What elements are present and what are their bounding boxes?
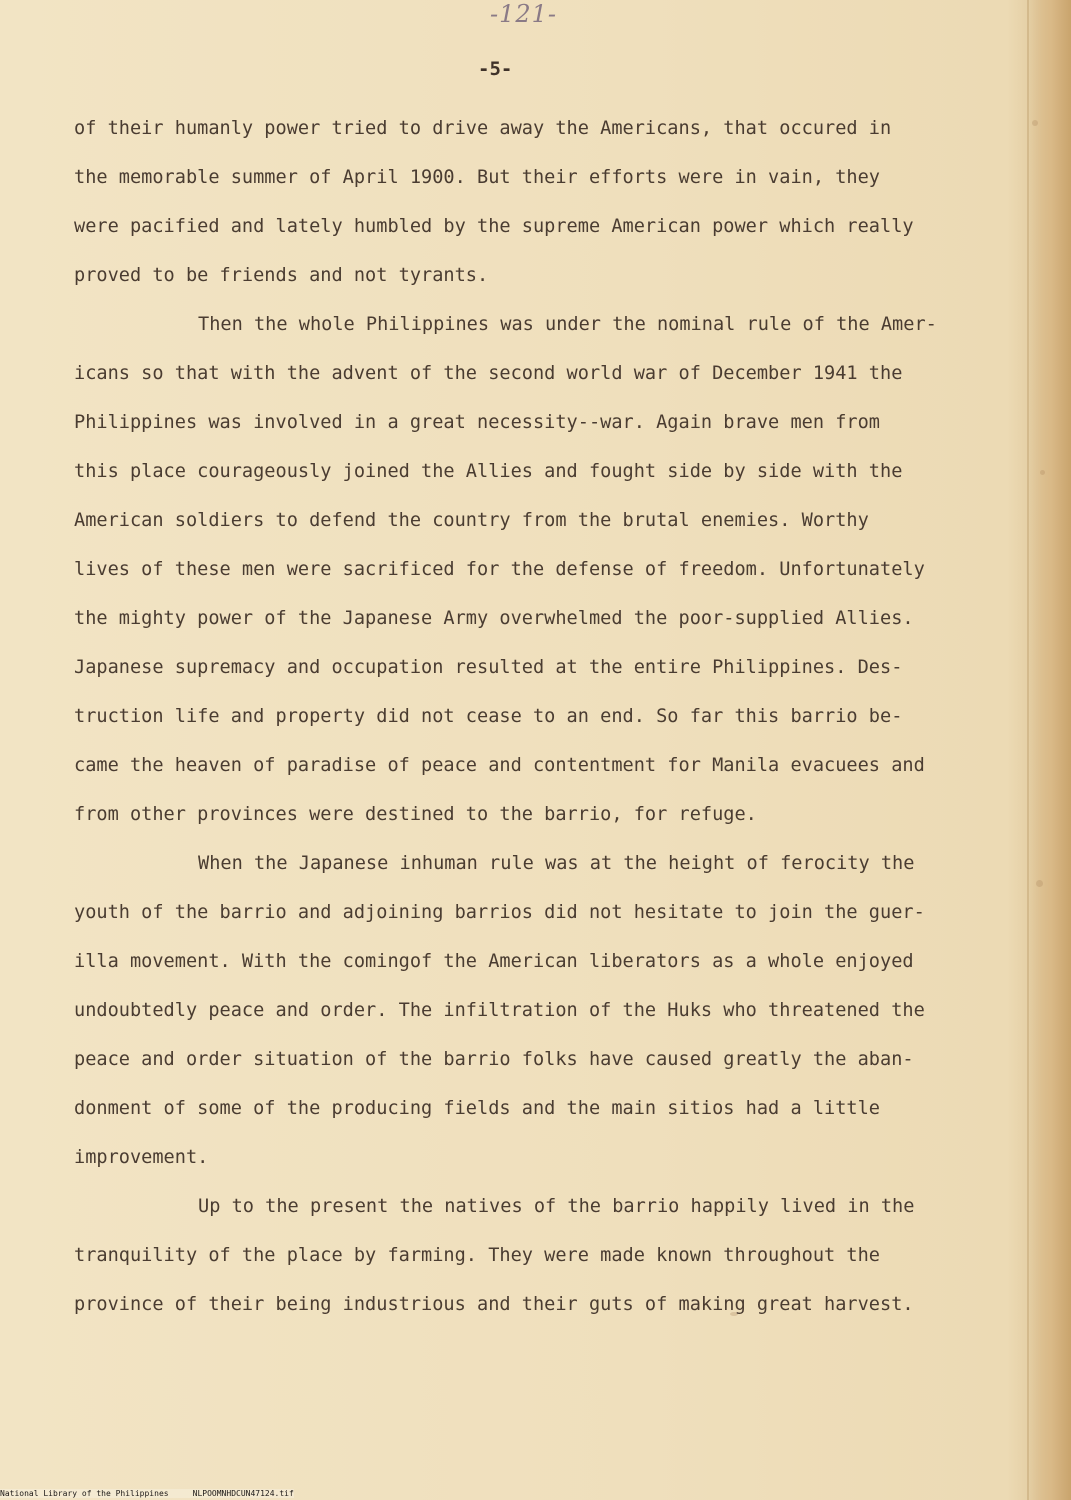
text-line: Philippines was involved in a great necessity--war. Again brave men from (74, 412, 880, 433)
paragraph-2 (74, 300, 1024, 839)
text-line: from other provinces were destined to the barrio, for refuge. (74, 804, 757, 825)
text-line: donment of some of the producing fields and the main sitios had a little (74, 1098, 880, 1119)
text-line: Up to the present the natives of the barrio happily lived in the (198, 1196, 915, 1217)
text-line: illa movement. With the comingof the American liberators as a whole enjoyed (74, 951, 914, 972)
text-line: truction life and property did not cease to an end. So far this barrio be- (74, 706, 903, 727)
text-line: this place courageously joined the Allies and fought side by side with the (74, 461, 903, 482)
text-line: the memorable summer of April 1900. But their efforts were in vain, they (74, 167, 880, 188)
paragraph-1 (74, 104, 1024, 300)
text-line: improvement. (74, 1147, 209, 1168)
text-line: Japanese supremacy and occupation resulted at the entire Philippines. Des- (74, 657, 903, 678)
text-line: Then the whole Philippines was under the nominal rule of the Amer- (198, 314, 937, 335)
text-line: peace and order situation of the barrio folks have caused greatly the aban- (74, 1049, 914, 1070)
paragraph-3 (74, 839, 1024, 1182)
typed-body-text (74, 104, 1024, 1329)
page-edge-stain (1027, 0, 1071, 1500)
page-fold-line (1027, 0, 1029, 1500)
text-line: proved to be friends and not tyrants. (74, 265, 489, 286)
page-number: -5- (478, 58, 513, 80)
scan-footer-caption: National Library of the Philippines NLPOOMNHDCUN47124.tif (0, 1489, 294, 1498)
text-line: American soldiers to defend the country from the brutal enemies. Worthy (74, 510, 869, 531)
text-line: came the heaven of paradise of peace and contentment for Manila evacuees and (74, 755, 925, 776)
text-line: the mighty power of the Japanese Army overwhelmed the poor-supplied Allies. (74, 608, 914, 629)
paragraph-4 (74, 1182, 1024, 1329)
handwritten-archive-number: -121- (490, 0, 558, 28)
paper-spot (1040, 470, 1045, 475)
text-line: of their humanly power tried to drive away the Americans, that occured in (74, 118, 892, 139)
paper-spot (1036, 880, 1043, 887)
text-line: were pacified and lately humbled by the supreme American power which really (74, 216, 914, 237)
paper-spot (1032, 120, 1038, 126)
text-line: icans so that with the advent of the second world war of December 1941 the (74, 363, 903, 384)
text-line: tranquility of the place by farming. They were made known throughout the (74, 1245, 880, 1266)
text-line: province of their being industrious and their guts of making great harvest. (74, 1294, 914, 1315)
text-line: lives of these men were sacrificed for the defense of freedom. Unfortunately (74, 559, 925, 580)
text-line: When the Japanese inhuman rule was at the height of ferocity the (198, 853, 915, 874)
text-line: undoubtedly peace and order. The infiltration of the Huks who threatened the (74, 1000, 925, 1021)
text-line: youth of the barrio and adjoining barrios did not hesitate to join the guer- (74, 902, 925, 923)
